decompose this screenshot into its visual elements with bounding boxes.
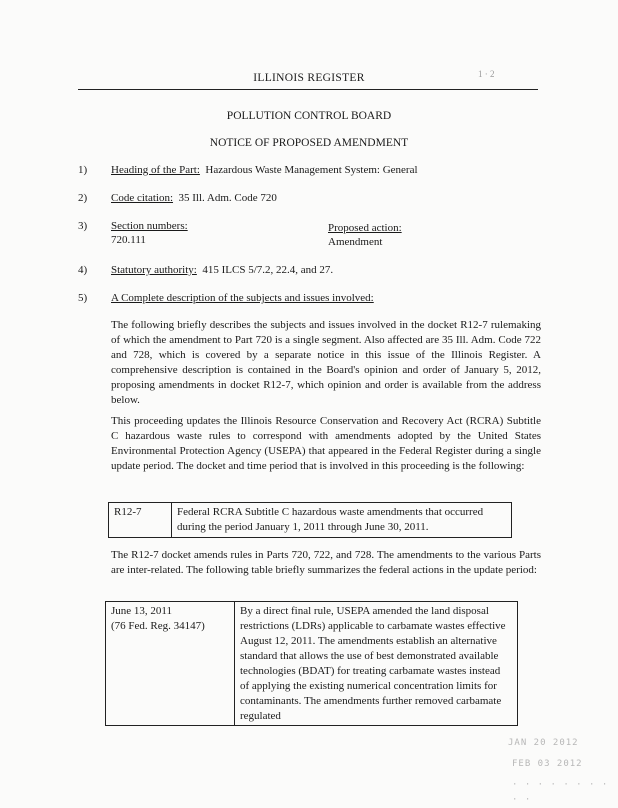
- action-date-cell: [106, 602, 235, 727]
- paragraph-1: The following briefly describes the subjects and issues involved in the docket R12-7 rulemaking of which the amendment to Part 720 is a single segment. Also affected are 35 Ill. Adm. Code 722 and 728, which is covered by a separate notice in this issue of the Illinois Register. A comprehensive description is contained in the Board's opinion and order of January 5, 2012, proposing amendments in docket R12-7, which opinion and order is available from the address below.: [111, 319, 541, 406]
- received-stamp: JAN 20 2012: [508, 738, 579, 748]
- item-1-number: 1): [78, 164, 88, 176]
- header-rule: [78, 89, 538, 90]
- federal-actions-table: [105, 601, 518, 726]
- proposed-action-label: Proposed action:: [328, 222, 402, 234]
- item-1: [111, 163, 418, 178]
- item-4-label: Statutory authority:: [111, 264, 197, 276]
- item-2: [111, 191, 277, 206]
- item-1-value: Hazardous Waste Management System: General: [205, 164, 418, 176]
- section-numbers-value: 720.111: [111, 234, 146, 246]
- notice-title: NOTICE OF PROPOSED AMENDMENT: [209, 137, 409, 149]
- paragraph-2: This proceeding updates the Illinois Resource Conservation and Recovery Act (RCRA) Subtitle C hazardous waste rules to correspond with amendments adopted by the United States Environmental Protection Agency (USEPA) that appeared in the Federal Register during a single update period. The docket and time period that is involved in this proceeding is the following:: [111, 415, 541, 472]
- item-3-number: 3): [78, 220, 88, 232]
- item-5-label: A Complete description of the subjects and issues involved:: [111, 292, 374, 304]
- docket-table: [108, 502, 512, 538]
- proposed-action-value: Amendment: [328, 236, 383, 248]
- item-4-number: 4): [78, 264, 88, 276]
- table-row: [106, 602, 518, 727]
- action-description-cell: By a direct final rule, USEPA amended the land disposal restrictions (LDRs) applicable to carbamate wastes effective August 12, 2011. The amendments establish an alternative standard that allows the use of best demonstrated available technologies (BDAT) for treating carbamate wastes instead of applying the existing numerical concentration limits for contaminants. The amendments further removed carbamate regulated: [235, 602, 518, 727]
- index-stamp: · · · · · · · · · ·: [512, 780, 609, 805]
- item-2-label: Code citation:: [111, 192, 174, 204]
- item-2-number: 2): [78, 192, 88, 204]
- page-mark: 1 · 2: [478, 69, 495, 79]
- action-citation: (76 Fed. Reg. 34147): [111, 620, 205, 632]
- item-2-value: 35 Ill. Adm. Code 720: [178, 192, 277, 204]
- item-4-value: 415 ILCS 5/7.2, 22.4, and 27.: [202, 264, 334, 276]
- table-row: [109, 503, 512, 538]
- section-numbers-label: Section numbers:: [111, 220, 188, 232]
- register-title: ILLINOIS REGISTER: [253, 72, 365, 84]
- action-date: June 13, 2011: [111, 605, 173, 617]
- paragraph-3: The R12-7 docket amends rules in Parts 720, 722, and 728. The amendments to the various Parts are inter-related. The following table briefly summarizes the federal actions in the update period:: [111, 549, 541, 576]
- item-1-label: Heading of the Part:: [111, 164, 200, 176]
- item-5-number: 5): [78, 292, 88, 304]
- filed-stamp: FEB 03 2012: [512, 759, 583, 769]
- item-4: [111, 263, 333, 278]
- docket-cell: R12-7: [109, 503, 172, 538]
- docket-description-cell: Federal RCRA Subtitle C hazardous waste amendments that occurred during the period January 1, 2011 through June 30, 2011.: [172, 503, 512, 538]
- board-name: POLLUTION CONTROL BOARD: [226, 110, 392, 122]
